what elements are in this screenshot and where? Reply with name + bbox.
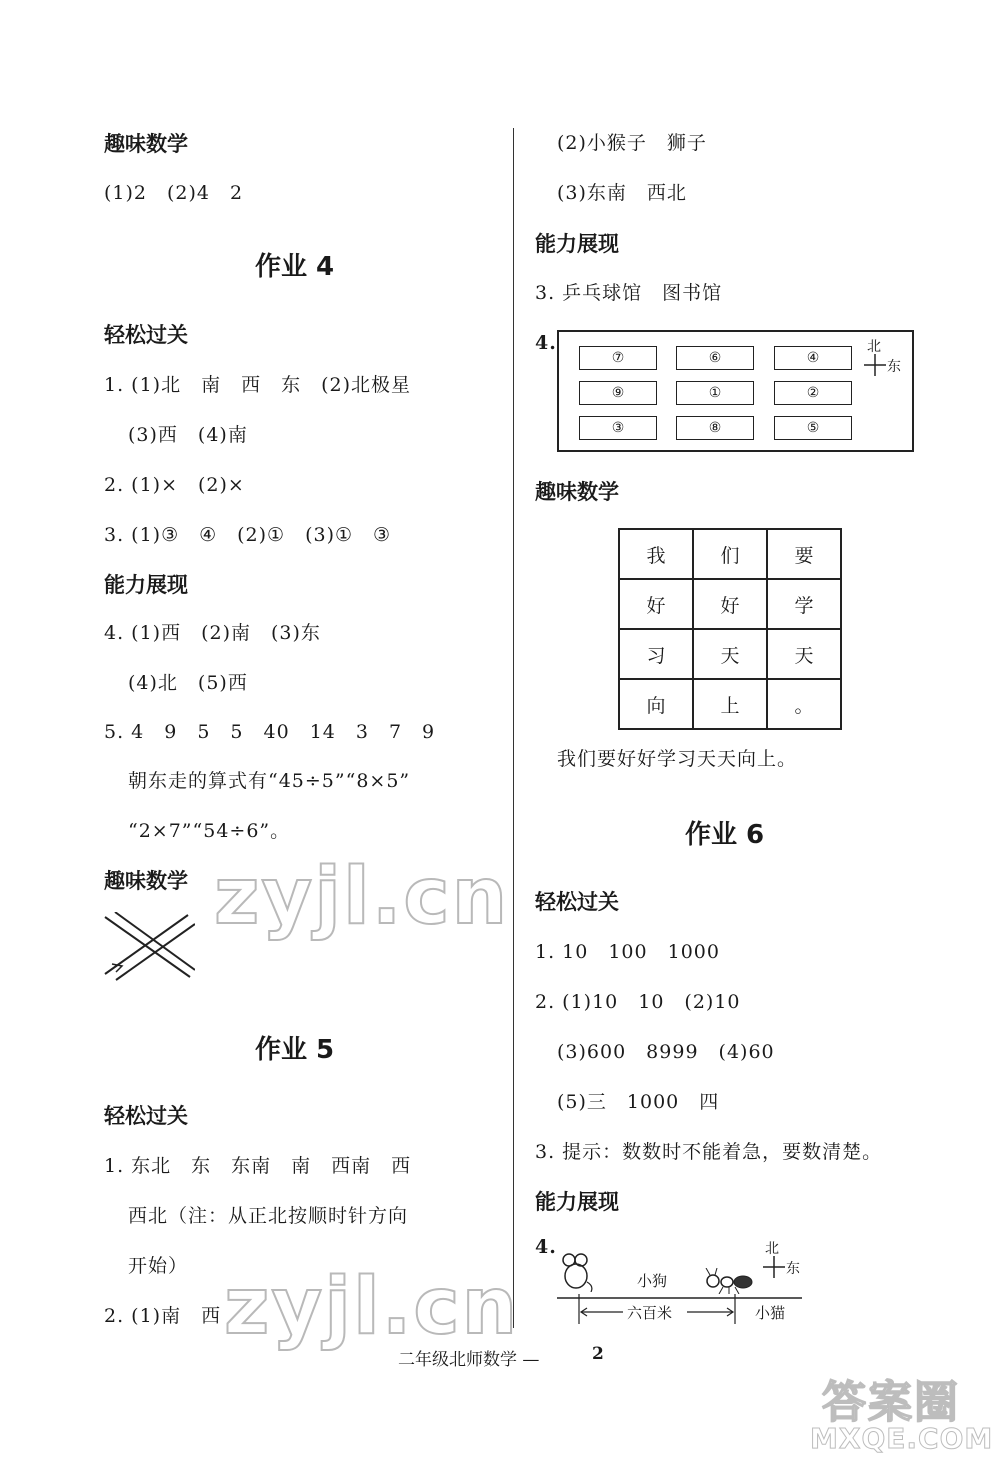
- grid-cell: 向: [619, 679, 693, 729]
- hw4-q4b: (4)北 (5)西: [128, 672, 248, 694]
- venue-map: [557, 330, 914, 452]
- hw4-q1a: 1. (1)北 南 西 东 (2)北极星: [104, 374, 411, 396]
- compass-north-label: 北: [867, 339, 881, 355]
- character-grid: [618, 528, 842, 730]
- dog-label: 小狗: [637, 1272, 668, 1290]
- map-cell: ⑥: [676, 346, 754, 370]
- distance-label: 六百米: [627, 1304, 673, 1322]
- hw5-ability-title: 能力展现: [535, 232, 619, 256]
- grid-cell: 上: [693, 679, 767, 729]
- compass-east-label: 东: [887, 359, 901, 375]
- grid-cell: 。: [767, 679, 841, 729]
- hw6-title: 作业 6: [685, 820, 765, 850]
- map-cell: ②: [774, 381, 852, 405]
- compass-east-label: 东: [786, 1261, 800, 1277]
- watermark: MXQE.COM: [810, 1422, 994, 1455]
- hw5-q1b: 西北（注：从正北按顺时针方向: [128, 1205, 409, 1227]
- grid-cell: 要: [767, 529, 841, 579]
- hw6-q4-label: 4.: [535, 1236, 557, 1258]
- grid-row: [619, 629, 841, 679]
- grid-row: [619, 579, 841, 629]
- map-cell: ④: [774, 346, 852, 370]
- map-cell: ⑤: [774, 416, 852, 440]
- hw6-q1: 1. 10 100 1000: [535, 941, 720, 963]
- hw5-q1c: 开始）: [128, 1255, 189, 1277]
- hw6-q2a: 2. (1)10 10 (2)10: [535, 991, 741, 1013]
- grid-row: [619, 529, 841, 579]
- compass-icon: [763, 1256, 785, 1278]
- hw4-q5b: 朝东走的算式有“45÷5”“8×5”: [128, 770, 411, 792]
- map-cell: ⑦: [579, 346, 657, 370]
- footer-text: 二年级北师数学 —: [398, 1350, 540, 1370]
- hw4-q5c: “2×7”“54÷6”。: [128, 820, 291, 842]
- hw6-q2b: (3)600 8999 (4)60: [557, 1041, 775, 1063]
- watermark: 答案圈: [822, 1377, 960, 1428]
- hw4-ability-title: 能力展现: [104, 573, 188, 597]
- hw4-easy-title: 轻松过关: [104, 323, 188, 347]
- map-cell: ⑨: [579, 381, 657, 405]
- compass-icon: [864, 354, 886, 376]
- grid-cell: 天: [693, 629, 767, 679]
- map-cell: ①: [676, 381, 754, 405]
- grid-cell: 天: [767, 629, 841, 679]
- hw5-q1a: 1. 东北 东 东南 南 西南 西: [104, 1155, 412, 1177]
- hw6-easy-title: 轻松过关: [535, 890, 619, 914]
- hw5-q3: 3. 乒乓球馆 图书馆: [535, 282, 723, 304]
- grid-cell: 学: [767, 579, 841, 629]
- page-number: 2: [592, 1344, 604, 1364]
- column-divider: [513, 128, 514, 1328]
- hw6-ability-title: 能力展现: [535, 1190, 619, 1214]
- cat-label: 小猫: [755, 1304, 786, 1322]
- hw5-q2c: (3)东南 西北: [557, 182, 687, 204]
- hw4-q3: 3. (1)③ ④ (2)① (3)① ③: [104, 524, 392, 546]
- grid-cell: 好: [619, 579, 693, 629]
- hw4-q4a: 4. (1)西 (2)南 (3)东: [104, 622, 321, 644]
- compass-north-label: 北: [765, 1241, 779, 1257]
- hw5-easy-title: 轻松过关: [104, 1104, 188, 1128]
- grid-cell: 习: [619, 629, 693, 679]
- mouse-icon: [561, 1252, 595, 1292]
- fun-math-sentence: 我们要好好学习天天向上。: [557, 748, 798, 770]
- map-cell: ⑧: [676, 416, 754, 440]
- ant-icon: [705, 1268, 755, 1294]
- watermark: zyjl.cn: [224, 1262, 520, 1352]
- hw6-q2c: (5)三 1000 四: [557, 1091, 720, 1113]
- section-fun-math-1: 趣味数学: [104, 132, 188, 156]
- grid-cell: 们: [693, 529, 767, 579]
- hw5-fun-math-title: 趣味数学: [535, 480, 619, 504]
- fun-math-1-answer: (1)2 (2)4 2: [104, 182, 244, 204]
- hw5-q2: 2. (1)南 西: [104, 1305, 222, 1327]
- hw4-fun-math-title: 趣味数学: [104, 869, 188, 893]
- distance-figure: [557, 1238, 807, 1328]
- grid-cell: 好: [693, 579, 767, 629]
- hw4-q2: 2. (1)× (2)×: [104, 474, 245, 496]
- hw4-q5a: 5. 4 9 5 5 40 14 3 7 9: [104, 721, 436, 743]
- hw4-q1b: (3)西 (4)南: [128, 424, 248, 446]
- map-cell: ③: [579, 416, 657, 440]
- watermark: zyjl.cn: [214, 852, 510, 942]
- hw4-title: 作业 4: [255, 252, 335, 282]
- grid-cell: 我: [619, 529, 693, 579]
- crossing-lines-figure: [100, 912, 195, 982]
- grid-row: [619, 679, 841, 729]
- hw6-q3: 3. 提示：数数时不能着急，要数清楚。: [535, 1141, 883, 1163]
- hw5-q2b: (2)小猴子 狮子: [557, 132, 707, 154]
- hw5-q4-label: 4.: [535, 332, 557, 354]
- hw5-title: 作业 5: [255, 1035, 335, 1065]
